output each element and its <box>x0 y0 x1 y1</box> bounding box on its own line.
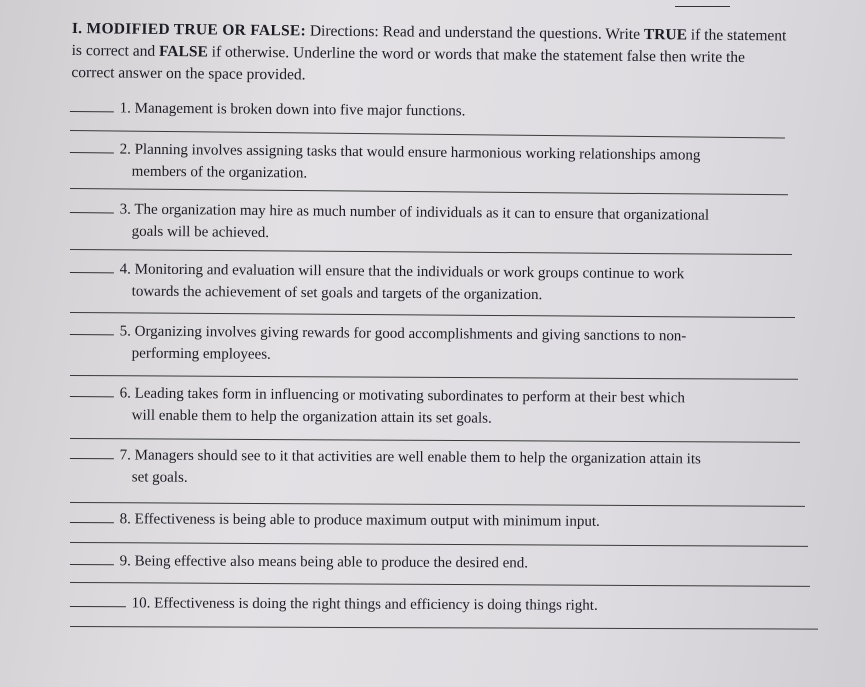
question-text: Managers should see to it that activities are well enable them to help the organization attain its <box>134 447 701 468</box>
question-item <box>70 138 810 190</box>
question-item <box>70 444 810 493</box>
question-text-continued: set goals. <box>131 469 188 486</box>
question-item <box>70 382 810 432</box>
question-text-continued: performing employees. <box>131 345 271 363</box>
question-number: 4. <box>119 261 131 278</box>
question-item <box>70 320 810 370</box>
question-number: 7. <box>119 447 131 464</box>
question-number: 8. <box>119 511 131 528</box>
correction-line[interactable] <box>70 542 808 547</box>
directions-text-2: if the statement is correct and <box>71 26 787 60</box>
correction-line[interactable] <box>70 130 785 138</box>
answer-blank[interactable] <box>70 334 114 335</box>
question-number: 1. <box>119 100 131 117</box>
question-item <box>70 592 810 618</box>
answer-blank[interactable] <box>70 606 126 607</box>
correction-line[interactable] <box>70 582 810 587</box>
question-text: Management is broken down into five major functions. <box>134 100 466 120</box>
answer-blank[interactable] <box>70 212 114 213</box>
question-item <box>70 97 810 125</box>
question-text: Organizing involves giving rewards for good accomplishments and giving sanctions to non- <box>134 323 687 345</box>
question-item <box>70 258 810 308</box>
answer-blank[interactable] <box>70 396 114 397</box>
top-divider <box>675 6 730 7</box>
question-item <box>70 198 810 250</box>
correction-line[interactable] <box>70 438 800 443</box>
answer-blank[interactable] <box>70 272 114 273</box>
question-text-continued: towards the achievement of set goals and targets of the organization. <box>131 283 543 304</box>
directions-text-1: Read and understand the questions. Write <box>382 23 641 43</box>
question-number: 3. <box>119 201 131 218</box>
answer-blank[interactable] <box>70 564 114 565</box>
correction-line[interactable] <box>70 502 805 507</box>
correction-line[interactable] <box>70 312 795 318</box>
question-text: Effectiveness is being able to produce maximum output with minimum input. <box>134 511 600 530</box>
answer-blank[interactable] <box>70 458 114 459</box>
directions-label: Directions: <box>309 22 379 41</box>
question-text: Being effective also means being able to produce the desired end. <box>134 553 529 572</box>
question-item <box>70 508 810 534</box>
correction-line[interactable] <box>70 249 792 255</box>
directions-text-3: if otherwise. Underline the word or words that make the statement false then write the correct answer on the space provided. <box>71 43 746 84</box>
question-number: 6. <box>119 385 131 402</box>
true-keyword: TRUE <box>643 25 688 44</box>
question-number: 5. <box>119 323 131 340</box>
correction-line[interactable] <box>70 626 818 630</box>
answer-blank[interactable] <box>70 111 114 112</box>
answer-blank[interactable] <box>70 522 114 523</box>
question-text: Leading takes form in influencing or motivating subordinates to perform at their best which <box>134 385 685 407</box>
question-text: Effectiveness is doing the right things and efficiency is doing things right. <box>154 595 598 614</box>
question-text: Planning involves assigning tasks that would ensure harmonious working relationships among <box>134 141 701 164</box>
question-text: Monitoring and evaluation will ensure that the individuals or work groups continue to work <box>134 261 685 283</box>
correction-line[interactable] <box>70 375 798 380</box>
answer-blank[interactable] <box>70 152 114 153</box>
section-heading: I. MODIFIED TRUE OR FALSE: <box>71 19 307 40</box>
question-text-continued: will enable them to help the organization attain its set goals. <box>131 407 492 427</box>
false-keyword: FALSE <box>158 42 208 61</box>
question-text: The organization may hire as much number of individuals as it can to ensure that organizational <box>134 201 710 224</box>
question-text-continued: goals will be achieved. <box>131 223 270 242</box>
question-number: 9. <box>119 553 131 570</box>
question-item <box>70 550 810 576</box>
correction-line[interactable] <box>70 188 788 195</box>
directions-block <box>71 18 792 92</box>
question-number: 2. <box>119 141 131 158</box>
question-number: 10. <box>131 595 151 612</box>
question-text-continued: members of the organization. <box>131 163 308 182</box>
